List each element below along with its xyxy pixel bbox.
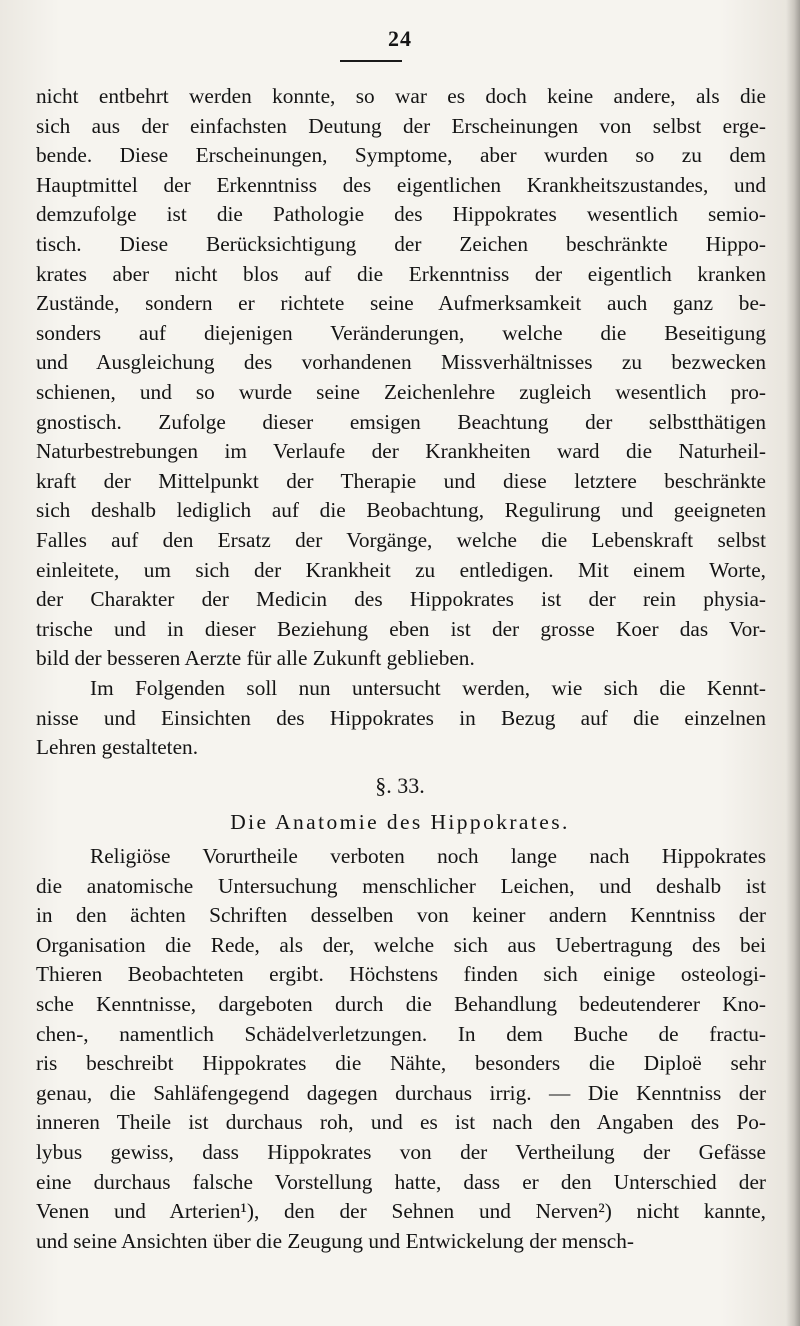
text-line: trische und in dieser Beziehung eben ist der grosse Koer das Vor-	[36, 616, 766, 641]
text-line: sich deshalb lediglich auf die Beobachtung, Regulirung und geeigneten	[36, 498, 766, 523]
text-line: nicht entbehrt werden konnte, so war es doch keine andere, als die	[36, 84, 766, 108]
section-title: Die Anatomie des Hippokrates.	[230, 810, 570, 834]
text-line: Thieren Beobachteten ergibt. Höchstens finden sich einige osteologi-	[36, 962, 766, 987]
page-edge-shadow	[786, 0, 800, 1326]
text-line: nisse und Einsichten des Hippokrates in Bezug auf die einzelnen	[36, 705, 766, 730]
text-line: und seine Ansichten über die Zeugung und Entwickelung der mensch-	[36, 1228, 634, 1253]
text-line: ris beschreibt Hippokrates die Nähte, besonders die Diploë sehr	[36, 1051, 766, 1076]
text-line: sche Kenntnisse, dargeboten durch die Behandlung bedeutenderer Kno-	[36, 991, 766, 1016]
text-line: in den ächten Schriften desselben von keiner andern Kenntniss der	[36, 903, 766, 928]
text-line: eine durchaus falsche Vorstellung hatte, dass er den Unterschied der	[36, 1169, 766, 1194]
text-line: sonders auf diejenigen Veränderungen, welche die Beseitigung	[36, 320, 766, 345]
text-line: Falles auf den Ersatz der Vorgänge, welche die Lebenskraft selbst	[36, 527, 766, 552]
text-line: bild der besseren Aerzte für alle Zukunft geblieben.	[36, 646, 475, 671]
text-line: bende. Diese Erscheinungen, Symptome, aber wurden so zu dem	[36, 143, 766, 168]
text-line: sich aus der einfachsten Deutung der Erscheinungen von selbst erge-	[36, 113, 766, 138]
text-line: Im Folgenden soll nun untersucht werden, wie sich die Kennt-	[90, 676, 766, 700]
text-line: Venen und Arterien¹), den der Sehnen und Nerven²) nicht kannte,	[36, 1199, 766, 1224]
text-line: der Charakter der Medicin des Hippokrates ist der rein physia-	[36, 587, 766, 612]
text-line: genau, die Sahläfengegend dagegen durchaus irrig. — Die Kenntniss der	[36, 1080, 766, 1105]
text-line: und Ausgleichung des vorhandenen Missverhältnisses zu bezwecken	[36, 350, 766, 375]
text-line: die anatomische Untersuchung menschlicher Leichen, und deshalb ist	[36, 873, 766, 898]
text-line: schienen, und so wurde seine Zeichenlehre zugleich wesentlich pro-	[36, 379, 766, 404]
page-number-rule	[340, 60, 402, 62]
paragraph-anatomy	[36, 842, 766, 1256]
text-line: demzufolge ist die Pathologie des Hippokrates wesentlich semio-	[36, 202, 766, 227]
text-line: Organisation die Rede, als der, welche sich aus Uebertragung des bei	[36, 932, 766, 957]
text-line: Naturbestrebungen im Verlaufe der Krankheiten ward die Naturheil-	[36, 439, 766, 464]
text-line: gnostisch. Zufolge dieser emsigen Beachtung der selbstthätigen	[36, 409, 766, 434]
text-line: kraft der Mittelpunkt der Therapie und diese letztere beschränkte	[36, 468, 766, 493]
page-number: 24	[388, 26, 412, 51]
text-line: tisch. Diese Berücksichtigung der Zeichen beschränkte Hippo-	[36, 231, 766, 256]
text-line: Lehren gestalteten.	[36, 735, 199, 760]
text-line: krates aber nicht blos auf die Erkenntniss der eigentlich kranken	[36, 261, 766, 286]
text-line: inneren Theile ist durchaus roh, und es ist nach den Angaben des Po-	[36, 1110, 766, 1135]
paragraph-following-sections	[36, 674, 766, 763]
text-line: einleitete, um sich der Krankheit zu entledigen. Mit einem Worte,	[36, 557, 766, 582]
text-line: chen-, namentlich Schädelverletzungen. In dem Buche de fractu-	[36, 1021, 766, 1046]
section-number: §. 33.	[375, 773, 425, 798]
text-line: Religiöse Vorurtheile verboten noch lange nach Hippokrates	[90, 844, 766, 868]
text-line: lybus gewiss, dass Hippokrates von der Vertheilung der Gefässe	[36, 1139, 766, 1164]
text-line: Zustände, sondern er richtete seine Aufmerksamkeit auch ganz be-	[36, 291, 766, 316]
text-line: Hauptmittel der Erkenntniss des eigentlichen Krankheitszustandes, und	[36, 172, 766, 197]
paragraph-hippokrates-pathology	[36, 82, 766, 674]
